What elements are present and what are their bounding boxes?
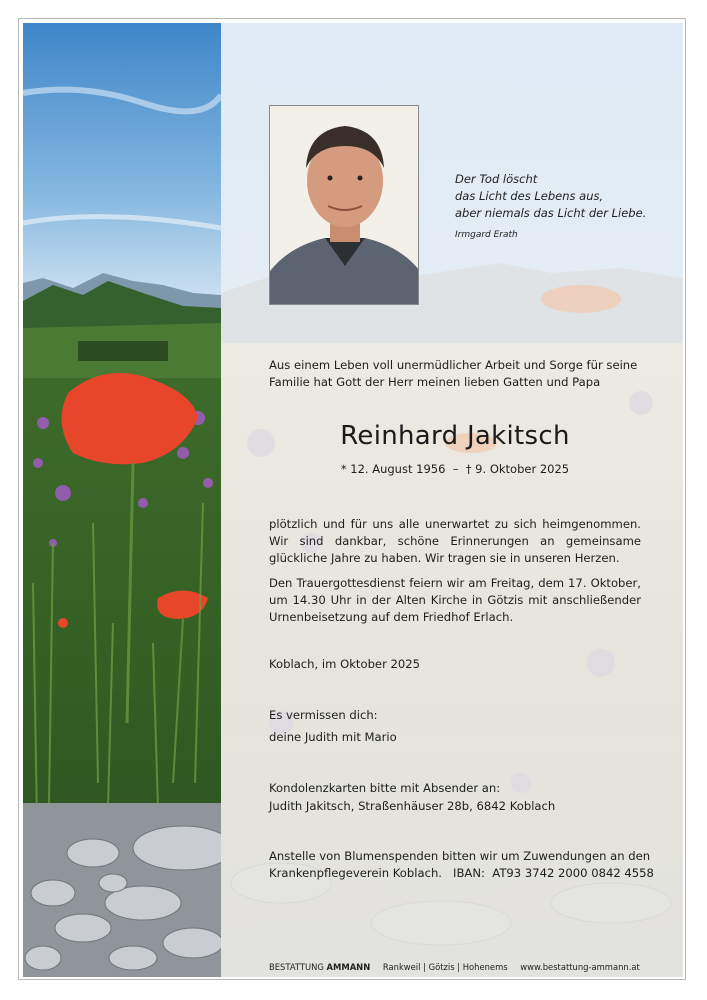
place-date: Koblach, im Oktober 2025 xyxy=(269,657,421,671)
mourners-heading: Es vermissen dich: xyxy=(269,708,378,722)
condolence-heading: Kondolenzkarten bitte mit Absender an: xyxy=(269,781,501,795)
intro-line: Aus einem Leben voll unermüdlicher Arbeit und Sorge für seine xyxy=(269,358,638,372)
mourners-names: deine Judith mit Mario xyxy=(269,730,397,744)
company-locations: Rankweil | Götzis | Hohenems xyxy=(382,962,508,972)
quote-line: Der Tod löscht xyxy=(455,172,538,186)
life-dates xyxy=(269,462,641,476)
quote-author: Irmgard Erath xyxy=(455,230,518,240)
obituary-card xyxy=(18,18,686,980)
memorial-quote xyxy=(455,171,675,244)
date-separator: – xyxy=(452,462,459,476)
deceased-name: Reinhard Jakitsch xyxy=(340,421,570,451)
donation-iban: Krankenpflegeverein Koblach. IBAN: AT93 3742 2000 0842 4558 xyxy=(269,866,654,880)
condolence-address: Judith Jakitsch, Straßenhäuser 28b, 6842 Koblach xyxy=(269,799,556,813)
portrait-photo xyxy=(269,105,419,305)
intro-text xyxy=(269,357,641,391)
company-name: AMMANN xyxy=(326,962,371,972)
donation-line: Anstelle von Blumenspenden bitten wir um Zuwendungen an den xyxy=(269,849,651,863)
death-date: † 9. Oktober 2025 xyxy=(465,462,570,476)
quote-line: aber niemals das Licht der Liebe. xyxy=(455,206,647,220)
company-prefix: BESTATTUNG xyxy=(269,962,324,972)
company-website[interactable]: www.bestattung-ammann.at xyxy=(520,962,640,972)
service-paragraph: Den Trauergottesdienst feiern wir am Freitag, dem 17. Oktober, um 14.30 Uhr in der Alten Kirche in Götzis mit anschließender Urnenbeisetzung auf dem Friedhof Erlach. xyxy=(269,576,641,624)
funeral-home-footer xyxy=(269,962,679,972)
quote-line: das Licht des Lebens aus, xyxy=(455,189,604,203)
birth-date: * 12. August 1956 xyxy=(340,462,446,476)
passing-paragraph: plötzlich und für uns alle unerwartet zu sich heimgenommen. Wir sind dankbar, schöne Erinnerungen an gemeinsame glückliche Jahre zu haben. Wir tragen sie in unseren Herzen. xyxy=(269,517,641,565)
intro-line: Familie hat Gott der Herr meinen lieben Gatten und Papa xyxy=(269,375,601,389)
